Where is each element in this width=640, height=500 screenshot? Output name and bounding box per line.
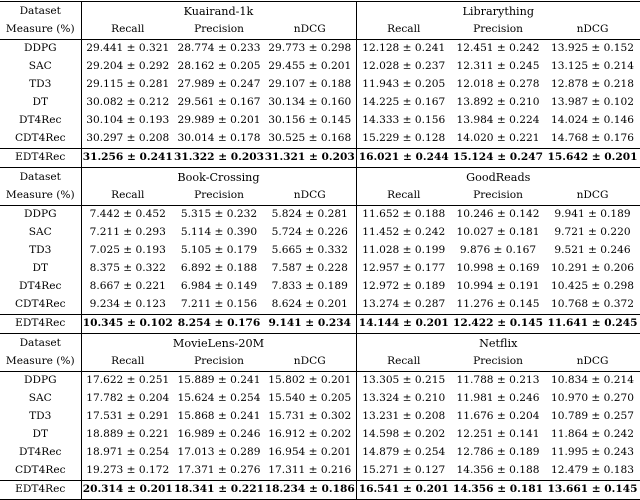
method-name: TD3: [0, 242, 81, 260]
metric-value: 6.984 ± 0.149: [180, 280, 258, 293]
method-row: [0, 390, 640, 408]
metric-value: 15.868 ± 0.241: [177, 410, 261, 423]
metric-value: 16.912 ± 0.202: [264, 426, 356, 444]
metric-value: 16.954 ± 0.201: [264, 444, 356, 462]
method-row: [0, 296, 640, 315]
method-row: [0, 408, 640, 426]
metric-value: 10.345 ± 0.102: [81, 315, 174, 334]
metric-value: 15.642 ± 0.201: [545, 149, 640, 168]
metric-value: 29.204 ± 0.292: [86, 60, 170, 73]
metric-value: 15.271 ± 0.127: [362, 464, 446, 477]
metric-value: 7.211 ± 0.293: [89, 226, 166, 239]
metric-value: 28.162 ± 0.205: [177, 60, 261, 73]
metric-value: 15.540 ± 0.205: [264, 390, 356, 408]
metric-value: 12.251 ± 0.141: [456, 428, 540, 441]
metric-value: 11.452 ± 0.242: [362, 226, 446, 239]
metric-value: 18.234 ± 0.186: [264, 481, 356, 500]
method-name: SAC: [0, 390, 81, 408]
metric-value: 12.128 ± 0.241: [362, 42, 446, 55]
method-name: DDPG: [0, 40, 81, 59]
metric-value: 14.333 ± 0.156: [362, 114, 446, 127]
metric-header: Precision: [174, 187, 264, 206]
method-row: [0, 224, 640, 242]
metric-value: 14.598 ± 0.202: [362, 428, 446, 441]
metric-value: 13.125 ± 0.214: [551, 60, 635, 73]
metric-header: Recall: [81, 353, 174, 372]
metric-value: 31.256 ± 0.241: [81, 149, 174, 168]
metric-value: 12.957 ± 0.177: [362, 262, 446, 275]
dataset-label: Dataset: [0, 2, 81, 22]
metric-value: 29.107 ± 0.188: [264, 76, 356, 94]
metric-value: 13.661 ± 0.145: [545, 481, 640, 500]
metric-value: 16.021 ± 0.244: [356, 149, 451, 168]
method-row: [0, 112, 640, 130]
metric-value: 29.455 ± 0.201: [264, 58, 356, 76]
metric-value: 12.311 ± 0.245: [456, 60, 540, 73]
results-table: [0, 1, 640, 500]
metric-value: 11.995 ± 0.243: [551, 446, 635, 459]
metric-value: 15.889 ± 0.241: [177, 374, 261, 387]
method-row: [0, 242, 640, 260]
metric-value: 31.322 ± 0.203: [174, 149, 264, 168]
metric-value: 14.024 ± 0.146: [551, 114, 635, 127]
method-name: SAC: [0, 224, 81, 242]
method-row: [0, 260, 640, 278]
metric-value: 17.782 ± 0.204: [86, 392, 170, 405]
metric-value: 27.989 ± 0.247: [177, 78, 261, 91]
metric-value: 17.622 ± 0.251: [86, 374, 170, 387]
best-method-row: [0, 315, 640, 334]
metric-value: 11.276 ± 0.145: [456, 298, 540, 311]
metric-value: 29.561 ± 0.167: [177, 96, 261, 109]
metric-value: 13.987 ± 0.102: [551, 96, 635, 109]
metric-value: 8.375 ± 0.322: [89, 262, 166, 275]
metric-value: 5.315 ± 0.232: [180, 208, 258, 221]
dataset-title: GoodReads: [356, 168, 640, 188]
method-name: DDPG: [0, 206, 81, 225]
metric-value: 7.587 ± 0.228: [264, 260, 356, 278]
method-row: [0, 130, 640, 149]
method-row: [0, 94, 640, 112]
metric-value: 8.254 ± 0.176: [174, 315, 264, 334]
metric-value: 31.321 ± 0.203: [264, 149, 356, 168]
dataset-row: [0, 2, 640, 22]
metric-value: 18.341 ± 0.221: [174, 481, 264, 500]
metric-value: 12.451 ± 0.242: [456, 42, 540, 55]
metric-header: Recall: [356, 21, 451, 40]
metric-value: 10.994 ± 0.191: [456, 280, 540, 293]
metric-value: 11.652 ± 0.188: [362, 208, 446, 221]
metric-value: 17.531 ± 0.291: [86, 410, 170, 423]
method-row: [0, 206, 640, 225]
metric-value: 14.144 ± 0.201: [356, 315, 451, 334]
metric-value: 11.028 ± 0.199: [362, 244, 446, 257]
dataset-label: Dataset: [0, 168, 81, 188]
metric-value: 9.721 ± 0.220: [554, 226, 631, 239]
method-name: CDT4Rec: [0, 462, 81, 481]
metric-value: 17.311 ± 0.216: [264, 462, 356, 481]
metric-value: 30.134 ± 0.160: [264, 94, 356, 112]
metric-value: 5.105 ± 0.179: [180, 244, 258, 257]
metric-value: 12.786 ± 0.189: [456, 446, 540, 459]
metric-value: 30.014 ± 0.178: [177, 132, 261, 145]
metric-header: Recall: [356, 187, 451, 206]
best-method-row: [0, 481, 640, 500]
method-name: DT: [0, 94, 81, 112]
metric-value: 7.833 ± 0.189: [264, 278, 356, 296]
metric-value: 30.297 ± 0.208: [86, 132, 170, 145]
method-name: DT: [0, 260, 81, 278]
metric-value: 14.879 ± 0.254: [362, 446, 446, 459]
metric-value: 9.941 ± 0.189: [554, 208, 631, 221]
metric-value: 10.970 ± 0.270: [551, 392, 635, 405]
metric-value: 12.972 ± 0.189: [362, 280, 446, 293]
metric-value: 17.371 ± 0.276: [177, 464, 261, 477]
metric-value: 10.998 ± 0.169: [456, 262, 540, 275]
metric-value: 15.731 ± 0.302: [264, 408, 356, 426]
method-row: [0, 426, 640, 444]
method-row: [0, 40, 640, 59]
metric-header: nDCG: [264, 187, 356, 206]
metric-value: 13.305 ± 0.215: [362, 374, 446, 387]
method-row: [0, 76, 640, 94]
method-row: [0, 58, 640, 76]
dataset-title: Kuairand-1k: [81, 2, 356, 22]
metric-value: 13.984 ± 0.224: [456, 114, 540, 127]
measure-label: Measure (%): [0, 187, 81, 206]
metric-value: 12.479 ± 0.183: [551, 464, 635, 477]
metric-value: 29.441 ± 0.321: [86, 42, 170, 55]
method-name: EDT4Rec: [0, 481, 81, 500]
metric-value: 15.229 ± 0.128: [362, 132, 446, 145]
metric-value: 14.356 ± 0.188: [456, 464, 540, 477]
metric-value: 29.773 ± 0.298: [264, 40, 356, 59]
metric-value: 14.356 ± 0.181: [451, 481, 545, 500]
metric-header: Precision: [174, 353, 264, 372]
metric-value: 12.422 ± 0.145: [451, 315, 545, 334]
metric-header: Precision: [451, 187, 545, 206]
metric-header-row: [0, 21, 640, 40]
method-name: DDPG: [0, 372, 81, 391]
metric-value: 13.892 ± 0.210: [456, 96, 540, 109]
metric-header: Precision: [451, 21, 545, 40]
metric-value: 11.943 ± 0.205: [362, 78, 446, 91]
metric-value: 10.425 ± 0.298: [551, 280, 635, 293]
dataset-label: Dataset: [0, 334, 81, 354]
metric-value: 11.641 ± 0.245: [545, 315, 640, 334]
metric-header: Recall: [81, 21, 174, 40]
method-name: TD3: [0, 408, 81, 426]
metric-header: nDCG: [545, 353, 640, 372]
metric-value: 5.824 ± 0.281: [264, 206, 356, 225]
method-name: DT4Rec: [0, 112, 81, 130]
metric-value: 13.324 ± 0.210: [362, 392, 446, 405]
metric-value: 12.878 ± 0.218: [551, 78, 635, 91]
metric-value: 13.231 ± 0.208: [362, 410, 446, 423]
method-name: CDT4Rec: [0, 296, 81, 315]
metric-value: 12.018 ± 0.278: [456, 78, 540, 91]
metric-value: 13.925 ± 0.152: [551, 42, 635, 55]
method-row: [0, 278, 640, 296]
metric-value: 11.864 ± 0.242: [551, 428, 635, 441]
metric-value: 7.211 ± 0.156: [180, 298, 258, 311]
metric-value: 30.104 ± 0.193: [86, 114, 170, 127]
metric-header-row: [0, 187, 640, 206]
dataset-title: Netflix: [356, 334, 640, 354]
metric-value: 10.789 ± 0.257: [551, 410, 635, 423]
metric-value: 10.768 ± 0.372: [551, 298, 635, 311]
metric-value: 8.624 ± 0.201: [264, 296, 356, 315]
metric-value: 7.025 ± 0.193: [89, 244, 166, 257]
metric-value: 30.156 ± 0.145: [264, 112, 356, 130]
metric-value: 28.774 ± 0.233: [177, 42, 261, 55]
metric-value: 11.788 ± 0.213: [456, 374, 540, 387]
method-name: DT4Rec: [0, 444, 81, 462]
metric-value: 14.225 ± 0.167: [362, 96, 446, 109]
method-row: [0, 444, 640, 462]
metric-value: 16.541 ± 0.201: [356, 481, 451, 500]
method-name: EDT4Rec: [0, 149, 81, 168]
metric-value: 29.115 ± 0.281: [86, 78, 170, 91]
metric-value: 5.114 ± 0.390: [180, 226, 258, 239]
metric-value: 11.981 ± 0.246: [456, 392, 540, 405]
method-name: EDT4Rec: [0, 315, 81, 334]
metric-header: nDCG: [545, 187, 640, 206]
metric-value: 8.667 ± 0.221: [89, 280, 166, 293]
dataset-row: [0, 334, 640, 354]
metric-header: Recall: [81, 187, 174, 206]
metric-value: 15.124 ± 0.247: [451, 149, 545, 168]
metric-value: 18.889 ± 0.221: [86, 428, 170, 441]
metric-value: 17.013 ± 0.289: [177, 446, 261, 459]
method-name: CDT4Rec: [0, 130, 81, 149]
method-name: DT: [0, 426, 81, 444]
metric-value: 18.971 ± 0.254: [86, 446, 170, 459]
method-name: TD3: [0, 76, 81, 94]
best-method-row: [0, 149, 640, 168]
metric-value: 15.624 ± 0.254: [177, 392, 261, 405]
metric-value: 5.724 ± 0.226: [264, 224, 356, 242]
metric-header: nDCG: [264, 353, 356, 372]
metric-value: 10.246 ± 0.142: [456, 208, 540, 221]
dataset-title: MovieLens-20M: [81, 334, 356, 354]
method-name: DT4Rec: [0, 278, 81, 296]
metric-header: nDCG: [264, 21, 356, 40]
dataset-title: Book-Crossing: [81, 168, 356, 188]
metric-value: 14.020 ± 0.221: [456, 132, 540, 145]
method-name: SAC: [0, 58, 81, 76]
method-row: [0, 462, 640, 481]
metric-header: nDCG: [545, 21, 640, 40]
metric-value: 10.834 ± 0.214: [551, 374, 635, 387]
metric-value: 9.876 ± 0.167: [459, 244, 537, 257]
metric-value: 12.028 ± 0.237: [362, 60, 446, 73]
measure-label: Measure (%): [0, 353, 81, 372]
metric-value: 7.442 ± 0.452: [89, 208, 166, 221]
metric-value: 9.521 ± 0.246: [554, 244, 631, 257]
metric-value: 16.989 ± 0.246: [177, 428, 261, 441]
metric-value: 19.273 ± 0.172: [86, 464, 170, 477]
metric-value: 30.082 ± 0.212: [86, 96, 170, 109]
metric-value: 30.525 ± 0.168: [264, 130, 356, 149]
metric-value: 10.027 ± 0.181: [456, 226, 540, 239]
metric-value: 11.676 ± 0.204: [456, 410, 540, 423]
metric-value: 9.141 ± 0.234: [264, 315, 356, 334]
metric-value: 10.291 ± 0.206: [551, 262, 635, 275]
metric-value: 29.989 ± 0.201: [177, 114, 261, 127]
metric-header: Recall: [356, 353, 451, 372]
dataset-row: [0, 168, 640, 188]
method-row: [0, 372, 640, 391]
metric-value: 20.314 ± 0.201: [81, 481, 174, 500]
metric-value: 6.892 ± 0.188: [180, 262, 258, 275]
metric-header: Precision: [174, 21, 264, 40]
metric-value: 9.234 ± 0.123: [89, 298, 166, 311]
dataset-title: Librarything: [356, 2, 640, 22]
results-body: [0, 2, 640, 500]
metric-value: 14.768 ± 0.176: [551, 132, 635, 145]
metric-header: Precision: [451, 353, 545, 372]
metric-value: 13.274 ± 0.287: [362, 298, 446, 311]
measure-label: Measure (%): [0, 21, 81, 40]
metric-value: 15.802 ± 0.201: [264, 372, 356, 391]
metric-value: 5.665 ± 0.332: [264, 242, 356, 260]
metric-header-row: [0, 353, 640, 372]
